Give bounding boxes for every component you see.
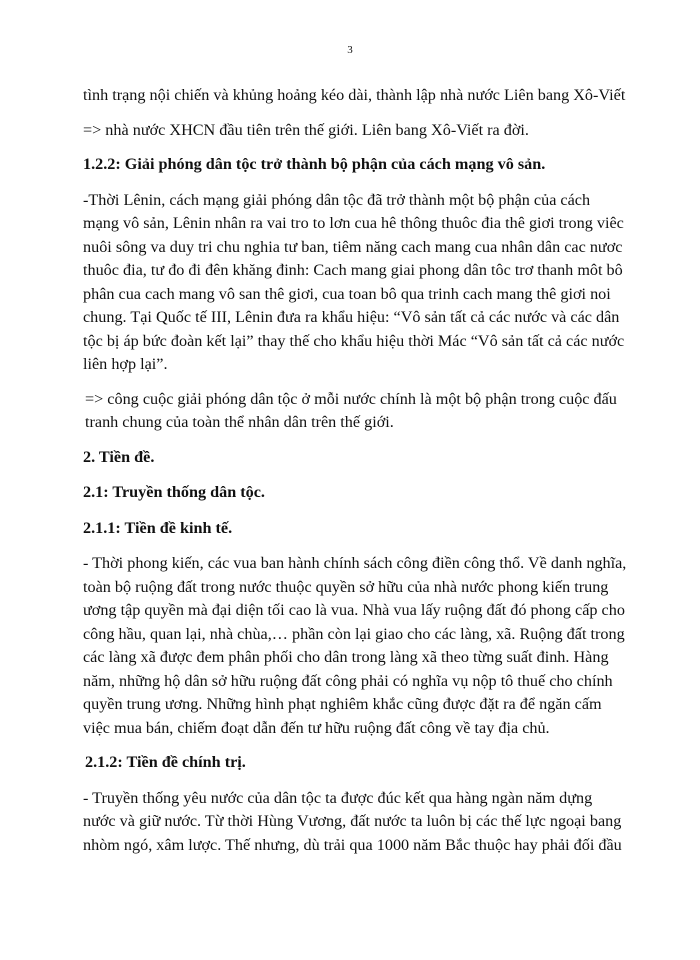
heading-2-premises: 2. Tiền đề. xyxy=(83,447,155,466)
paragraph-land-policy: - Thời phong kiến, các vua ban hành chính sách công điền công thổ. Về danh nghĩa, toàn bộ ruộng đất trong nước thuộc quyền sở hữu của nhà nước phong kiến trung ương tập quyền mà đại diện tối cao là vua. Nhà vua lấy ruộng đất đó phong cấp cho công hầu, quan lại, nhà chùa,… phần còn lại giao cho các làng, xã. Ruộng đất trong các làng xã được đem phân phối cho dân trong làng xã theo từng suất đinh. Hàng năm, những hộ dân sở hữu ruộng đất công phải có nghĩa vụ nộp tô thuế cho chính quyền trung ương. Những hình phạt nghiêm khắc cũng được đặt ra để ngăn cấm việc mua bán, chiếm đoạt dẫn đến tư hữu ruộng đất công về tay địa chủ. xyxy=(83,554,627,737)
paragraph-first-socialist-state: => nhà nước XHCN đầu tiên trên thế giới. Liên bang Xô-Viết ra đời. xyxy=(83,120,529,139)
heading-2-1-2-political: 2.1.2: Tiền đề chính trị. xyxy=(85,753,246,771)
paragraph-soviet-civil-war: tình trạng nội chiến và khủng hoảng kéo dài, thành lập nhà nước Liên bang Xô-Viết xyxy=(83,86,626,104)
paragraph-patriotic-tradition: - Truyền thống yêu nước của dân tộc ta được đúc kết qua hàng ngàn năm dựng nước và giữ nước. Từ thời Hùng Vương, đất nước ta luôn bị các thế lực ngoại bang nhòm ngó, xâm lược. Thế nhưng, dù trải qua 1000 năm Bắc thuộc hay phải đối đầu xyxy=(83,788,622,854)
paragraph-lenin-national-liberation: -Thời Lênin, cách mạng giải phóng dân tộc đã trở thành một bộ phận của cách mạng vô sản, Lênin nhân ra vai tro to lơn cua hê thông thuôc đia thê giơi trong viêc nuôi sông va duy tri chu nghia tư ban, tiêm năng cach mang cua nhân dân cac nươc thuôc đia, tư đo đi đên khăng đinh: Cach mang giai phong dân tôc trơ thanh môt bô phân cua cach mang vô san thê giơi, cua toan bô qua trinh cach mang thê giơi noi chung. Tại Quốc tế III, Lênin đưa ra khẩu hiệu: “Vô sản tất cả các nước và các dân tộc bị áp bức đoàn kết lại” thay thế cho khẩu hiệu thời Mác “Vô sản tất cả các nước liên hợp lại”. xyxy=(83,190,625,373)
page-number: 3 xyxy=(347,44,353,56)
heading-1-2-2: 1.2.2: Giải phóng dân tộc trở thành bộ phận của cách mạng vô sản. xyxy=(83,155,546,173)
paragraph-liberation-conclusion: => công cuộc giải phóng dân tộc ở mỗi nước chính là một bộ phận trong cuộc đấu tranh chung của toàn thể nhân dân trên thế giới. xyxy=(85,389,617,431)
document-body xyxy=(83,84,628,868)
heading-2-1-1-economic: 2.1.1: Tiền đề kinh tế. xyxy=(83,518,233,537)
heading-2-1-tradition: 2.1: Truyền thống dân tộc. xyxy=(83,483,265,501)
